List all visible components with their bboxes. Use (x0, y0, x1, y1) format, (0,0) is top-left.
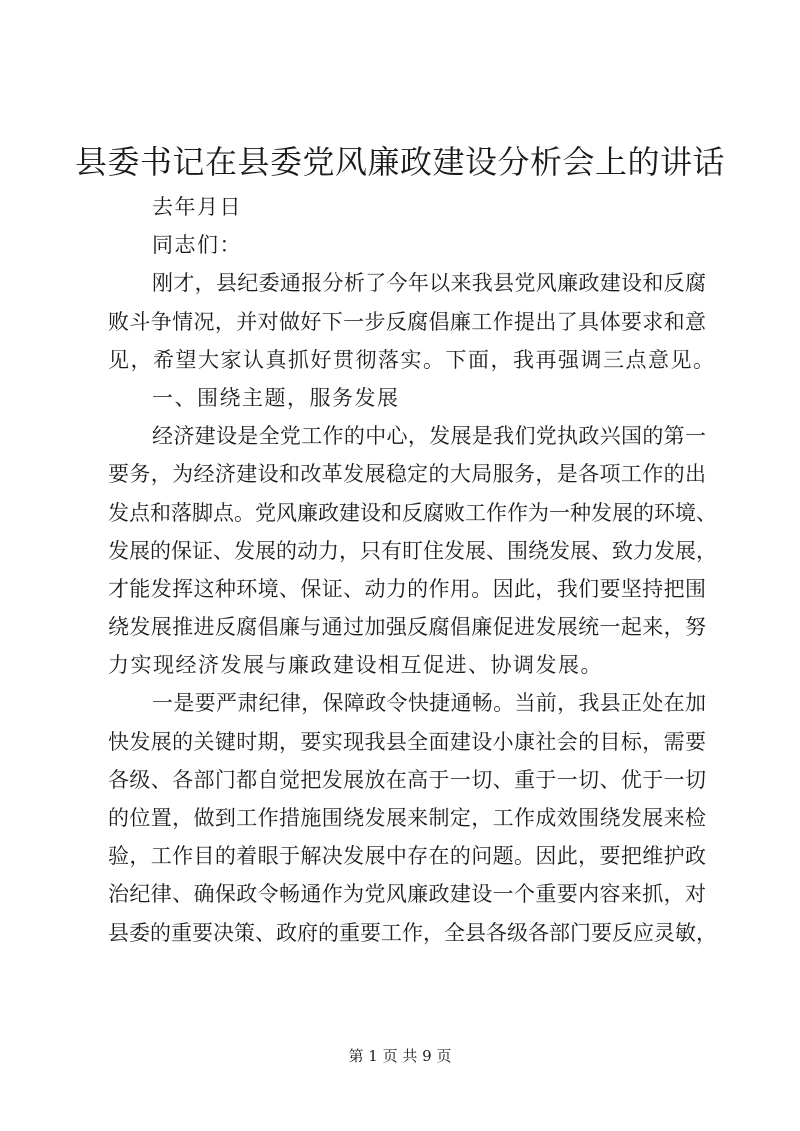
paragraph-line: 经济建设是全党工作的中心，发展是我们党执政兴国的第一 (152, 424, 706, 449)
section-heading: 一、围绕主题，服务发展 (152, 385, 400, 410)
paragraph-line: 刚才，县纪委通报分析了今年以来我县党风廉政建设和反腐 (152, 271, 706, 296)
paragraph-line: 见，希望大家认真抓好贯彻落实。下面，我再强调三点意见。 (108, 347, 716, 372)
salutation-line: 同志们： (152, 233, 242, 258)
page-number-footer: 第 1 页 共 9 页 (348, 1047, 452, 1065)
paragraph-line: 验，工作目的着眼于解决发展中存在的问题。因此，要把维护政 (108, 844, 706, 869)
paragraph-line: 发点和落脚点。党风廉政建设和反腐败工作作为一种发展的环境、 (108, 500, 717, 525)
date-line: 去年月日 (152, 195, 242, 219)
paragraph-line: 县委的重要决策、政府的重要工作，全县各级各部门要反应灵敏， (108, 920, 717, 945)
paragraph-line: 各级、各部门都自觉把发展放在高于一切、重于一切、优于一切 (108, 767, 706, 792)
document-body (108, 188, 717, 952)
paragraph-line: 治纪律、确保政令畅通作为党风廉政建设一个重要内容来抓，对 (108, 882, 706, 907)
paragraph-line: 要务，为经济建设和改革发展稳定的大局服务，是各项工作的出 (108, 462, 706, 487)
paragraph-line: 快发展的关键时期，要实现我县全面建设小康社会的目标，需要 (108, 729, 706, 754)
paragraph-line: 一是要严肃纪律，保障政令快捷通畅。当前，我县正处在加 (152, 691, 706, 716)
paragraph-line: 绕发展推进反腐倡廉与通过加强反腐倡廉促进发展统一起来，努 (108, 615, 706, 640)
paragraph-line: 的位置，做到工作措施围绕发展来制定，工作成效围绕发展来检 (108, 806, 706, 830)
paragraph-line: 败斗争情况，并对做好下一步反腐倡廉工作提出了具体要求和意 (108, 309, 706, 334)
paragraph-line: 力实现经济发展与廉政建设相互促进、协调发展。 (108, 653, 603, 678)
paragraph-line: 才能发挥这种环境、保证、动力的作用。因此，我们要坚持把围 (108, 576, 706, 601)
document-title: 县委书记在县委党风廉政建设分析会上的讲话 (74, 143, 725, 181)
paragraph-line: 发展的保证、发展的动力，只有盯住发展、围绕发展、致力发展， (108, 538, 717, 563)
